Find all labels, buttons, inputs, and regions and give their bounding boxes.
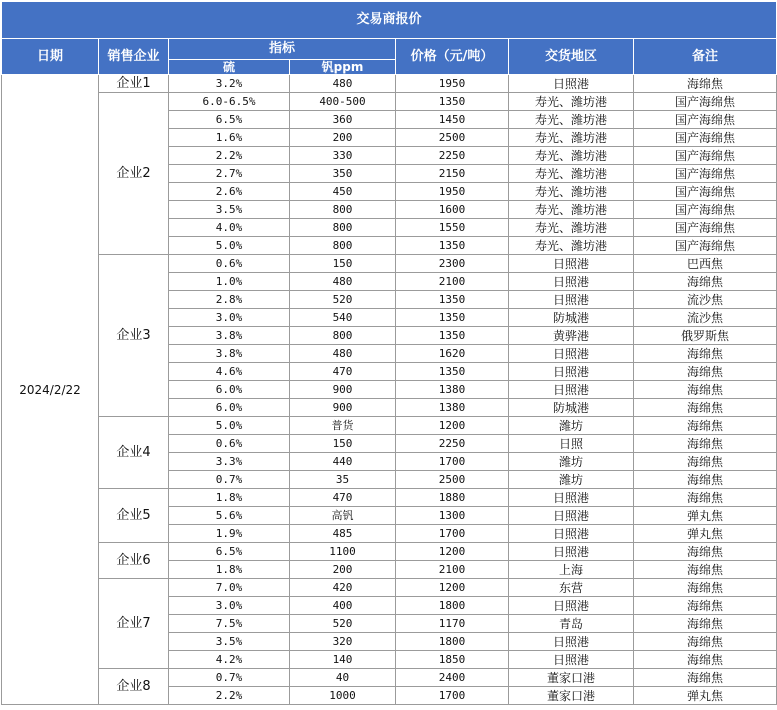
company-cell: 企业1 xyxy=(99,75,169,93)
price-cell: 1950 xyxy=(396,75,509,93)
price-cell: 1620 xyxy=(396,345,509,363)
price-cell: 1350 xyxy=(396,363,509,381)
vanadium-cell: 800 xyxy=(290,201,396,219)
company-cell: 企业7 xyxy=(99,579,169,669)
sulfur-cell: 2.8% xyxy=(169,291,290,309)
price-cell: 1350 xyxy=(396,327,509,345)
price-cell: 1170 xyxy=(396,615,509,633)
table-body xyxy=(2,75,777,705)
region-cell: 潍坊 xyxy=(509,417,634,435)
region-cell: 寿光、潍坊港 xyxy=(509,93,634,111)
price-cell: 1700 xyxy=(396,687,509,705)
region-cell: 日照港 xyxy=(509,75,634,93)
region-cell: 上海 xyxy=(509,561,634,579)
region-cell: 日照港 xyxy=(509,291,634,309)
table-row xyxy=(2,75,777,93)
note-cell: 海绵焦 xyxy=(634,273,777,291)
region-cell: 日照港 xyxy=(509,543,634,561)
region-cell: 日照港 xyxy=(509,381,634,399)
price-cell: 1550 xyxy=(396,219,509,237)
note-cell: 海绵焦 xyxy=(634,669,777,687)
sulfur-cell: 3.5% xyxy=(169,201,290,219)
region-cell: 东营 xyxy=(509,579,634,597)
vanadium-cell: 1000 xyxy=(290,687,396,705)
price-cell: 2250 xyxy=(396,435,509,453)
table-row xyxy=(2,489,777,507)
region-cell: 寿光、潍坊港 xyxy=(509,111,634,129)
vanadium-cell: 320 xyxy=(290,633,396,651)
note-cell: 海绵焦 xyxy=(634,75,777,93)
table-row xyxy=(2,579,777,597)
vanadium-cell: 450 xyxy=(290,183,396,201)
sulfur-cell: 7.0% xyxy=(169,579,290,597)
vanadium-cell: 480 xyxy=(290,75,396,93)
sulfur-cell: 2.2% xyxy=(169,147,290,165)
price-cell: 1450 xyxy=(396,111,509,129)
company-cell: 企业3 xyxy=(99,255,169,417)
price-cell: 1380 xyxy=(396,399,509,417)
price-cell: 1600 xyxy=(396,201,509,219)
region-cell: 潍坊 xyxy=(509,471,634,489)
vanadium-cell: 普货 xyxy=(290,417,396,435)
sulfur-cell: 1.8% xyxy=(169,489,290,507)
price-cell: 1200 xyxy=(396,417,509,435)
region-cell: 日照港 xyxy=(509,651,634,669)
header-price: 价格（元/吨） xyxy=(396,39,509,75)
vanadium-cell: 高钒 xyxy=(290,507,396,525)
note-cell: 流沙焦 xyxy=(634,291,777,309)
header-note: 备注 xyxy=(634,39,777,75)
price-cell: 1350 xyxy=(396,309,509,327)
price-cell: 1950 xyxy=(396,183,509,201)
vanadium-cell: 35 xyxy=(290,471,396,489)
vanadium-cell: 1100 xyxy=(290,543,396,561)
region-cell: 寿光、潍坊港 xyxy=(509,219,634,237)
price-cell: 2500 xyxy=(396,129,509,147)
price-cell: 1300 xyxy=(396,507,509,525)
vanadium-cell: 540 xyxy=(290,309,396,327)
sulfur-cell: 6.5% xyxy=(169,543,290,561)
price-cell: 2300 xyxy=(396,255,509,273)
note-cell: 海绵焦 xyxy=(634,615,777,633)
note-cell: 海绵焦 xyxy=(634,543,777,561)
sulfur-cell: 3.2% xyxy=(169,75,290,93)
note-cell: 国产海绵焦 xyxy=(634,147,777,165)
note-cell: 弹丸焦 xyxy=(634,687,777,705)
price-cell: 1380 xyxy=(396,381,509,399)
region-cell: 日照港 xyxy=(509,255,634,273)
sulfur-cell: 0.6% xyxy=(169,435,290,453)
region-cell: 董家口港 xyxy=(509,687,634,705)
vanadium-cell: 470 xyxy=(290,489,396,507)
note-cell: 国产海绵焦 xyxy=(634,219,777,237)
region-cell: 寿光、潍坊港 xyxy=(509,201,634,219)
price-cell: 2150 xyxy=(396,165,509,183)
price-cell: 1700 xyxy=(396,453,509,471)
sulfur-cell: 0.7% xyxy=(169,471,290,489)
region-cell: 青岛 xyxy=(509,615,634,633)
sulfur-cell: 0.6% xyxy=(169,255,290,273)
region-cell: 寿光、潍坊港 xyxy=(509,165,634,183)
vanadium-cell: 480 xyxy=(290,273,396,291)
sulfur-cell: 6.0% xyxy=(169,381,290,399)
note-cell: 国产海绵焦 xyxy=(634,111,777,129)
sulfur-cell: 3.0% xyxy=(169,309,290,327)
region-cell: 日照港 xyxy=(509,489,634,507)
header-company: 销售企业 xyxy=(99,39,169,75)
company-cell: 企业5 xyxy=(99,489,169,543)
region-cell: 日照港 xyxy=(509,507,634,525)
note-cell: 海绵焦 xyxy=(634,489,777,507)
table-row xyxy=(2,543,777,561)
note-cell: 弹丸焦 xyxy=(634,507,777,525)
note-cell: 国产海绵焦 xyxy=(634,129,777,147)
header-index: 指标 xyxy=(169,39,396,60)
note-cell: 流沙焦 xyxy=(634,309,777,327)
region-cell: 潍坊 xyxy=(509,453,634,471)
table-row xyxy=(2,417,777,435)
region-cell: 日照港 xyxy=(509,273,634,291)
vanadium-cell: 800 xyxy=(290,219,396,237)
note-cell: 海绵焦 xyxy=(634,633,777,651)
vanadium-cell: 330 xyxy=(290,147,396,165)
price-cell: 1880 xyxy=(396,489,509,507)
vanadium-cell: 800 xyxy=(290,237,396,255)
note-cell: 弹丸焦 xyxy=(634,525,777,543)
vanadium-cell: 140 xyxy=(290,651,396,669)
company-cell: 企业4 xyxy=(99,417,169,489)
sulfur-cell: 1.6% xyxy=(169,129,290,147)
vanadium-cell: 400-500 xyxy=(290,93,396,111)
sulfur-cell: 3.3% xyxy=(169,453,290,471)
price-cell: 2400 xyxy=(396,669,509,687)
note-cell: 国产海绵焦 xyxy=(634,237,777,255)
vanadium-cell: 150 xyxy=(290,435,396,453)
note-cell: 海绵焦 xyxy=(634,597,777,615)
table-row xyxy=(2,255,777,273)
region-cell: 董家口港 xyxy=(509,669,634,687)
sulfur-cell: 4.0% xyxy=(169,219,290,237)
sulfur-cell: 1.0% xyxy=(169,273,290,291)
price-cell: 1350 xyxy=(396,237,509,255)
sulfur-cell: 6.0% xyxy=(169,399,290,417)
sulfur-cell: 2.2% xyxy=(169,687,290,705)
table-row xyxy=(2,93,777,111)
price-cell: 1800 xyxy=(396,597,509,615)
sulfur-cell: 1.8% xyxy=(169,561,290,579)
sulfur-cell: 6.5% xyxy=(169,111,290,129)
price-cell: 2250 xyxy=(396,147,509,165)
sulfur-cell: 4.6% xyxy=(169,363,290,381)
vanadium-cell: 900 xyxy=(290,399,396,417)
region-cell: 日照港 xyxy=(509,525,634,543)
region-cell: 日照港 xyxy=(509,345,634,363)
vanadium-cell: 150 xyxy=(290,255,396,273)
note-cell: 海绵焦 xyxy=(634,579,777,597)
vanadium-cell: 200 xyxy=(290,129,396,147)
price-cell: 2500 xyxy=(396,471,509,489)
sulfur-cell: 1.9% xyxy=(169,525,290,543)
region-cell: 寿光、潍坊港 xyxy=(509,183,634,201)
note-cell: 海绵焦 xyxy=(634,561,777,579)
price-cell: 1800 xyxy=(396,633,509,651)
note-cell: 海绵焦 xyxy=(634,453,777,471)
sulfur-cell: 3.8% xyxy=(169,327,290,345)
sulfur-cell: 6.0-6.5% xyxy=(169,93,290,111)
note-cell: 国产海绵焦 xyxy=(634,93,777,111)
sulfur-cell: 2.7% xyxy=(169,165,290,183)
sulfur-cell: 4.2% xyxy=(169,651,290,669)
vanadium-cell: 200 xyxy=(290,561,396,579)
note-cell: 海绵焦 xyxy=(634,417,777,435)
price-cell: 1350 xyxy=(396,93,509,111)
sulfur-cell: 7.5% xyxy=(169,615,290,633)
header-vanadium: 钒ppm xyxy=(290,60,396,75)
header-date: 日期 xyxy=(2,39,99,75)
vanadium-cell: 520 xyxy=(290,615,396,633)
header-region: 交货地区 xyxy=(509,39,634,75)
note-cell: 海绵焦 xyxy=(634,381,777,399)
price-cell: 1700 xyxy=(396,525,509,543)
price-cell: 2100 xyxy=(396,561,509,579)
sulfur-cell: 5.0% xyxy=(169,417,290,435)
region-cell: 日照港 xyxy=(509,363,634,381)
company-cell: 企业2 xyxy=(99,93,169,255)
sulfur-cell: 2.6% xyxy=(169,183,290,201)
note-cell: 海绵焦 xyxy=(634,651,777,669)
vanadium-cell: 520 xyxy=(290,291,396,309)
sulfur-cell: 3.5% xyxy=(169,633,290,651)
price-cell: 1200 xyxy=(396,543,509,561)
company-cell: 企业8 xyxy=(99,669,169,705)
price-table xyxy=(1,1,777,705)
note-cell: 俄罗斯焦 xyxy=(634,327,777,345)
region-cell: 寿光、潍坊港 xyxy=(509,147,634,165)
vanadium-cell: 440 xyxy=(290,453,396,471)
sulfur-cell: 3.0% xyxy=(169,597,290,615)
sulfur-cell: 5.6% xyxy=(169,507,290,525)
note-cell: 国产海绵焦 xyxy=(634,165,777,183)
region-cell: 日照港 xyxy=(509,633,634,651)
region-cell: 日照港 xyxy=(509,597,634,615)
sulfur-cell: 3.8% xyxy=(169,345,290,363)
vanadium-cell: 350 xyxy=(290,165,396,183)
vanadium-cell: 400 xyxy=(290,597,396,615)
vanadium-cell: 40 xyxy=(290,669,396,687)
note-cell: 海绵焦 xyxy=(634,345,777,363)
sulfur-cell: 0.7% xyxy=(169,669,290,687)
vanadium-cell: 480 xyxy=(290,345,396,363)
note-cell: 海绵焦 xyxy=(634,399,777,417)
region-cell: 黄骅港 xyxy=(509,327,634,345)
header-sulfur: 硫 xyxy=(169,60,290,75)
note-cell: 海绵焦 xyxy=(634,363,777,381)
region-cell: 防城港 xyxy=(509,309,634,327)
price-cell: 1850 xyxy=(396,651,509,669)
region-cell: 防城港 xyxy=(509,399,634,417)
vanadium-cell: 485 xyxy=(290,525,396,543)
date-cell: 2024/2/22 xyxy=(2,75,99,705)
table-row xyxy=(2,669,777,687)
region-cell: 日照 xyxy=(509,435,634,453)
table-title: 交易商报价 xyxy=(2,2,777,39)
vanadium-cell: 420 xyxy=(290,579,396,597)
note-cell: 海绵焦 xyxy=(634,471,777,489)
company-cell: 企业6 xyxy=(99,543,169,579)
note-cell: 国产海绵焦 xyxy=(634,183,777,201)
note-cell: 巴西焦 xyxy=(634,255,777,273)
price-cell: 2100 xyxy=(396,273,509,291)
region-cell: 寿光、潍坊港 xyxy=(509,129,634,147)
note-cell: 国产海绵焦 xyxy=(634,201,777,219)
note-cell: 海绵焦 xyxy=(634,435,777,453)
region-cell: 寿光、潍坊港 xyxy=(509,237,634,255)
vanadium-cell: 900 xyxy=(290,381,396,399)
vanadium-cell: 800 xyxy=(290,327,396,345)
vanadium-cell: 470 xyxy=(290,363,396,381)
price-cell: 1350 xyxy=(396,291,509,309)
price-cell: 1200 xyxy=(396,579,509,597)
sulfur-cell: 5.0% xyxy=(169,237,290,255)
vanadium-cell: 360 xyxy=(290,111,396,129)
